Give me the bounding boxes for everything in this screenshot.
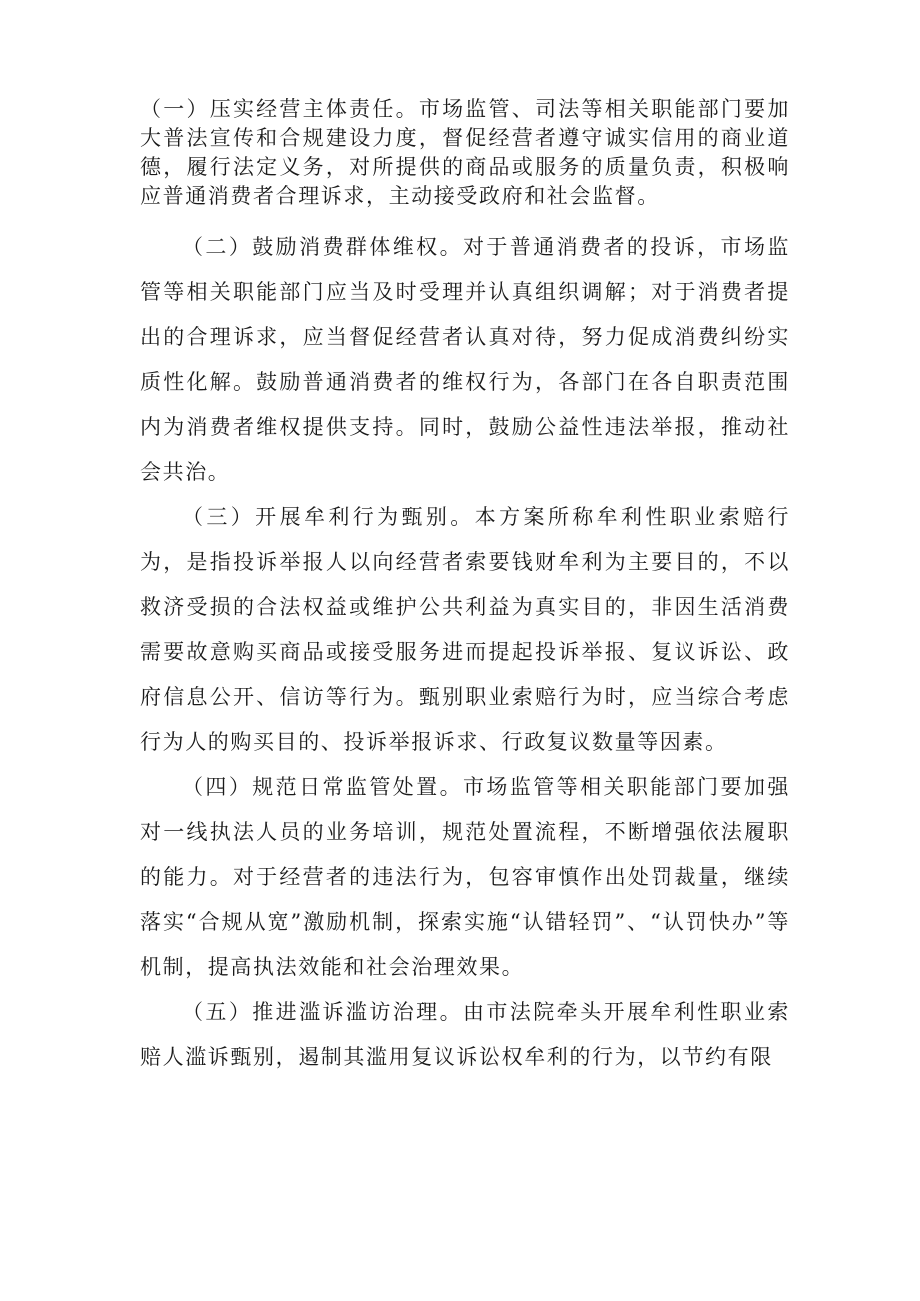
paragraph-3: （三）开展牟利行为甄别。本方案所称牟利性职业索赔行为，是指投诉举报人以向经营者索要钱财牟利为主要目的，不以救济受损的合法权益或维护公共利益为真实目的，非因生活消费需要故意购买商品或接受服务进而提起投诉举报、复议诉讼、政府信息公开、信访等行为。甄别职业索赔行为时，应当综合考虑行为人的购买目的、投诉举报诉求、行政复议数量等因素。 xyxy=(140,505,790,754)
document-body xyxy=(140,95,790,1080)
paragraph-5: （五）推进滥诉滥访治理。由市法院牵头开展牟利性职业索赔人滥诉甄别，遏制其滥用复议诉讼权牟利的行为，以节约有限 xyxy=(140,1000,790,1069)
paragraph-2: （二）鼓励消费群体维权。对于普通消费者的投诉，市场监管等相关职能部门应当及时受理并认真组织调解；对于消费者提出的合理诉求，应当督促经营者认真对待，努力促成消费纠纷实质性化解。鼓励普通消费者的维权行为，各部门在各自职责范围内为消费者维权提供支持。同时，鼓励公益性违法举报，推动社会共治。 xyxy=(140,235,790,484)
paragraph-1: （一）压实经营主体责任。市场监管、司法等相关职能部门要加大普法宣传和合规建设力度，督促经营者遵守诚实信用的商业道德，履行法定义务，对所提供的商品或服务的质量负责，积极响应普通消费者合理诉求，主动接受政府和社会监督。 xyxy=(140,97,790,208)
paragraph-4: （四）规范日常监管处置。市场监管等相关职能部门要加强对一线执法人员的业务培训，规范处置流程，不断增强依法履职的能力。对于经营者的违法行为，包容审慎作出处罚裁量，继续落实“合规从宽”激励机制，探索实施“认错轻罚”、“认罚快办”等机制，提高执法效能和社会治理效果。 xyxy=(140,775,790,979)
